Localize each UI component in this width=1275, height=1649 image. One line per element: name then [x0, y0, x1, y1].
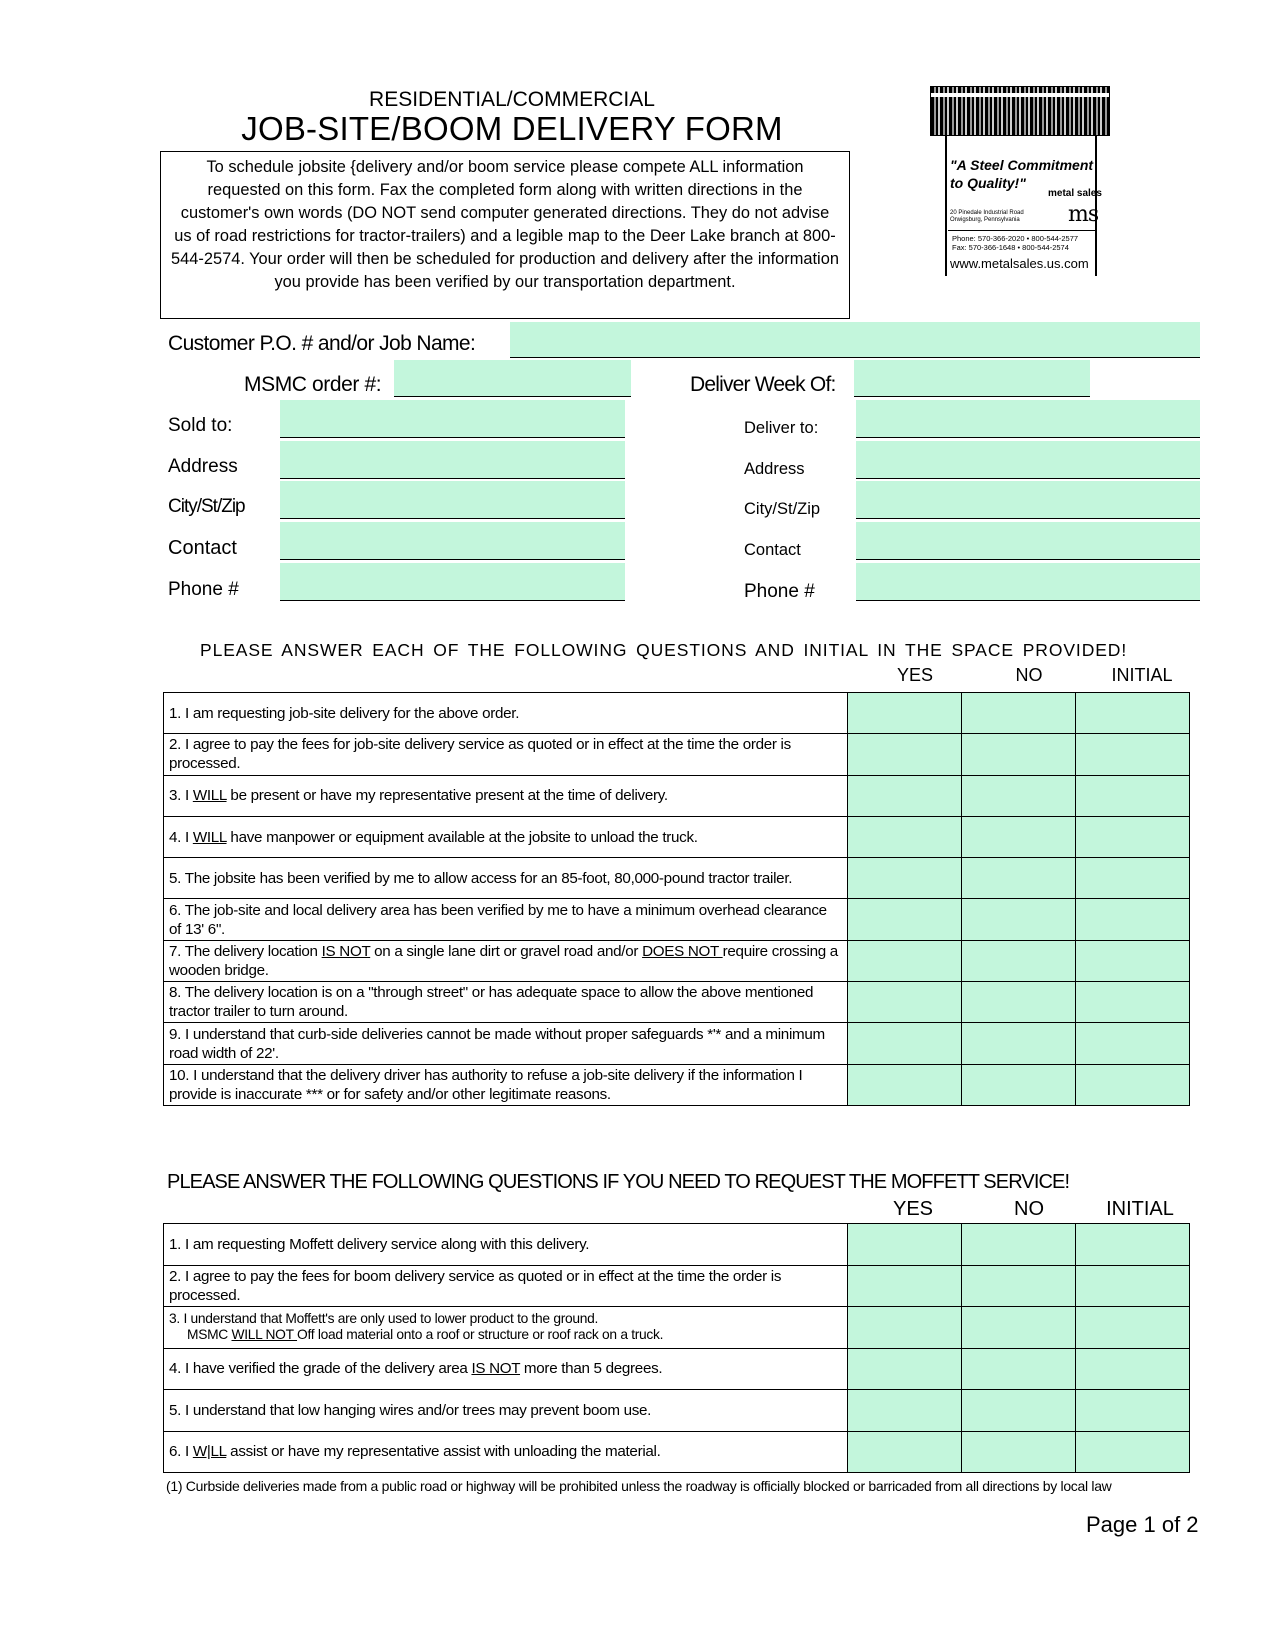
text-segment: be present or have my representative present at the time of delivery. [226, 787, 668, 805]
sold-address-field[interactable] [280, 441, 625, 479]
initial-cell[interactable] [1076, 1265, 1190, 1307]
question-text: 2. I agree to pay the fees for boom delivery service as quoted or in effect at the time the order is processed. [164, 1265, 848, 1307]
yes-cell[interactable] [848, 940, 962, 981]
text-segment: 3. I understand that Moffett's are only used to lower product to the ground. [169, 1311, 599, 1327]
yes-cell[interactable] [848, 982, 962, 1023]
text-segment: assist or have my representative assist with unloading the material. [226, 1443, 661, 1461]
yes-cell[interactable] [848, 775, 962, 816]
sold-address-label: Address [168, 456, 238, 477]
text-segment: Off load material onto a roof or structure or roof rack on a truck. [297, 1327, 664, 1343]
initial-cell[interactable] [1076, 775, 1190, 816]
initial-cell[interactable] [1076, 982, 1190, 1023]
no-cell[interactable] [962, 1265, 1076, 1307]
table-row [164, 899, 1190, 940]
instructions-text: To schedule jobsite {delivery and/or boom service please compete ALL information requested on this form. Fax the completed form along with written directions in the customer's own words (DO NOT send computer generated directions. They do not advise us of road restrictions for tractor-trailers) and a legible map to the Deer Lake branch at 800-544-2574. Your order will then be scheduled for production and delivery after the information you provide has been verified by our transportation department. [171, 158, 839, 291]
no-cell[interactable] [962, 1023, 1076, 1064]
question-text: 10. I understand that the delivery driver has authority to refuse a job-site delivery if the information I provide is inaccurate *** or for safety and/or other legitimate reasons. [164, 1064, 848, 1105]
underlined-text: W|LL [192, 1443, 227, 1461]
section2-col-no: NO [1014, 1198, 1044, 1220]
text-segment: 4. I [169, 828, 193, 846]
table-row [164, 734, 1190, 775]
initial-cell[interactable] [1076, 1064, 1190, 1105]
no-cell[interactable] [962, 816, 1076, 857]
initial-cell[interactable] [1076, 1224, 1190, 1266]
no-cell[interactable] [962, 1064, 1076, 1105]
table-row [164, 775, 1190, 816]
no-cell[interactable] [962, 1307, 1076, 1349]
instructions-box [160, 151, 850, 319]
initial-cell[interactable] [1076, 734, 1190, 775]
table-row [164, 1064, 1190, 1105]
question-text [164, 816, 848, 857]
deliver-contact-field[interactable] [856, 522, 1200, 560]
section1-col-yes: YES [896, 665, 934, 685]
yes-cell[interactable] [848, 734, 962, 775]
logo-brand: metal sales [1048, 188, 1102, 199]
table-row [164, 816, 1190, 857]
initial-cell[interactable] [1076, 1307, 1190, 1349]
form-subtitle: RESIDENTIAL/COMMERCIAL [369, 88, 655, 111]
no-cell[interactable] [962, 858, 1076, 899]
yes-cell[interactable] [848, 1224, 962, 1266]
logo-address: 20 Pinedale Industrial Road Orwigsburg, Pennsylvania [950, 210, 1024, 223]
deliver-city-field[interactable] [856, 481, 1200, 519]
table-row [164, 1224, 1190, 1266]
initial-cell[interactable] [1076, 1023, 1190, 1064]
initial-cell[interactable] [1076, 1431, 1190, 1473]
initial-cell[interactable] [1076, 940, 1190, 981]
deliver-city-label: City/St/Zip [744, 500, 821, 518]
question-text [164, 775, 848, 816]
customer-po-field[interactable] [510, 322, 1200, 358]
no-cell[interactable] [962, 734, 1076, 775]
text-line [169, 1327, 842, 1343]
yes-cell[interactable] [848, 816, 962, 857]
table-row [164, 1390, 1190, 1432]
yes-cell[interactable] [848, 1390, 962, 1432]
underlined-text: DOES NOT [642, 942, 723, 960]
yes-cell[interactable] [848, 1265, 962, 1307]
logo-mark: ms [1068, 202, 1099, 227]
section2-heading: PLEASE ANSWER THE FOLLOWING QUESTIONS IF YOU NEED TO REQUEST THE MOFFETT SERVICE! [167, 1171, 1070, 1193]
underlined-text: WILL NOT [231, 1327, 298, 1343]
table-row [164, 940, 1190, 981]
question-text: 2. I agree to pay the fees for job-site delivery service as quoted or in effect at the time the order is processed. [164, 734, 848, 775]
initial-cell[interactable] [1076, 1348, 1190, 1390]
initial-cell[interactable] [1076, 816, 1190, 857]
no-cell[interactable] [962, 775, 1076, 816]
table-row [164, 858, 1190, 899]
sold-phone-field[interactable] [280, 563, 625, 601]
yes-cell[interactable] [848, 858, 962, 899]
sold-to-field[interactable] [280, 400, 625, 438]
yes-cell[interactable] [848, 1064, 962, 1105]
no-cell[interactable] [962, 1431, 1076, 1473]
no-cell[interactable] [962, 982, 1076, 1023]
yes-cell[interactable] [848, 1307, 962, 1349]
question-text [164, 1307, 848, 1349]
initial-cell[interactable] [1076, 858, 1190, 899]
table-row [164, 982, 1190, 1023]
underlined-text: WILL [192, 828, 227, 846]
initial-cell[interactable] [1076, 1390, 1190, 1432]
deliver-phone-label: Phone # [744, 581, 815, 602]
deliver-phone-field[interactable] [856, 563, 1200, 601]
deliver-address-label: Address [744, 460, 805, 478]
underlined-text: IS NOT [471, 1360, 521, 1378]
text-segment: 4. I have verified the grade of the delivery area [169, 1360, 472, 1378]
page-number: Page 1 of 2 [1086, 1512, 1199, 1537]
no-cell[interactable] [962, 693, 1076, 734]
text-segment: 7. The delivery location [169, 942, 322, 960]
deliver-to-field[interactable] [856, 400, 1200, 438]
section2-col-yes: YES [892, 1198, 934, 1220]
sold-city-label: City/St/Zip [168, 496, 245, 517]
initial-cell[interactable] [1076, 899, 1190, 940]
question-text: 5. I understand that low hanging wires and/or trees may prevent boom use. [164, 1390, 848, 1432]
question-text: 6. The job-site and local delivery area has been verified by me to have a minimum overhead clearance of 13' 6". [164, 899, 848, 940]
no-cell[interactable] [962, 1390, 1076, 1432]
sold-contact-field[interactable] [280, 522, 625, 560]
jobsite-questions-table [163, 692, 1190, 1106]
text-segment: have manpower or equipment available at the jobsite to unload the truck. [226, 828, 698, 846]
no-cell[interactable] [962, 940, 1076, 981]
question-text: 8. The delivery location is on a "through street" or has adequate space to allow the above mentioned tractor trailer to turn around. [164, 982, 848, 1023]
text-segment: 3. I [169, 787, 193, 805]
question-text: 1. I am requesting job-site delivery for the above order. [164, 693, 848, 734]
section2-col-initial: INITIAL [1106, 1198, 1174, 1220]
text-segment: require crossing a wooden bridge. [169, 942, 838, 979]
question-text: 1. I am requesting Moffett delivery service along with this delivery. [164, 1224, 848, 1266]
logo-divider [948, 230, 1096, 231]
deliver-address-field[interactable] [856, 441, 1200, 479]
logo-slogan: "A Steel Commitment to Quality!" [950, 157, 1094, 191]
yes-cell[interactable] [848, 1431, 962, 1473]
msmc-order-label: MSMC order #: [244, 373, 382, 396]
logo-contact: Phone: 570-366-2020 • 800-544-2577 Fax: 570-366-1648 • 800-544-2574 [952, 234, 1079, 252]
footnote: (1) Curbside deliveries made from a public road or highway will be prohibited unless the roadway is officially blocked or barricaded from all directions by local law [166, 1478, 1112, 1494]
deliver-contact-label: Contact [744, 541, 801, 559]
deliver-to-label: Deliver to: [744, 419, 819, 437]
customer-po-label: Customer P.O. # and/or Job Name: [168, 332, 476, 355]
sold-city-field[interactable] [280, 481, 625, 519]
yes-cell[interactable] [848, 899, 962, 940]
yes-cell[interactable] [848, 1348, 962, 1390]
deliver-week-field[interactable] [854, 360, 1090, 397]
no-cell[interactable] [962, 899, 1076, 940]
question-text [164, 1431, 848, 1473]
text-segment: more than 5 degrees. [520, 1360, 663, 1378]
no-cell[interactable] [962, 1348, 1076, 1390]
logo-post-left [945, 136, 947, 276]
table-row [164, 1307, 1190, 1349]
table-row [164, 693, 1190, 734]
logo-banner-graphic [930, 86, 1110, 136]
text-segment: 6. I [169, 1443, 193, 1461]
yes-cell[interactable] [848, 693, 962, 734]
question-text [164, 940, 848, 981]
yes-cell[interactable] [848, 1023, 962, 1064]
question-text [164, 1348, 848, 1390]
initial-cell[interactable] [1076, 693, 1190, 734]
underlined-text: IS NOT [321, 942, 371, 960]
deliver-week-label: Deliver Week Of: [690, 373, 836, 396]
table-row [164, 1348, 1190, 1390]
form-title: JOB-SITE/BOOM DELIVERY FORM [241, 110, 783, 147]
logo-website: www.metalsales.us.com [950, 256, 1089, 271]
underlined-text: WILL [192, 787, 227, 805]
moffett-questions-table [163, 1223, 1190, 1473]
sold-phone-label: Phone # [168, 579, 239, 600]
question-text: 9. I understand that curb-side deliveries cannot be made without proper safeguards *'* and a minimum road width of 22'. [164, 1023, 848, 1064]
text-segment: MSMC [187, 1327, 232, 1343]
table-row [164, 1023, 1190, 1064]
sold-contact-label: Contact [168, 537, 237, 559]
msmc-order-field[interactable] [394, 360, 631, 397]
section1-col-initial: INITIAL [1111, 665, 1173, 685]
table-row [164, 1431, 1190, 1473]
no-cell[interactable] [962, 1224, 1076, 1266]
table-row [164, 1265, 1190, 1307]
section1-heading: PLEASE ANSWER EACH OF THE FOLLOWING QUESTIONS AND INITIAL IN THE SPACE PROVIDED! [200, 640, 1128, 660]
question-text: 5. The jobsite has been verified by me to allow access for an 85-foot, 80,000-pound tractor trailer. [164, 858, 848, 899]
section1-col-no: NO [1015, 665, 1043, 685]
metal-sales-logo [930, 86, 1120, 276]
text-segment: on a single lane dirt or gravel road and/or [370, 942, 643, 960]
sold-to-label: Sold to: [168, 415, 233, 436]
